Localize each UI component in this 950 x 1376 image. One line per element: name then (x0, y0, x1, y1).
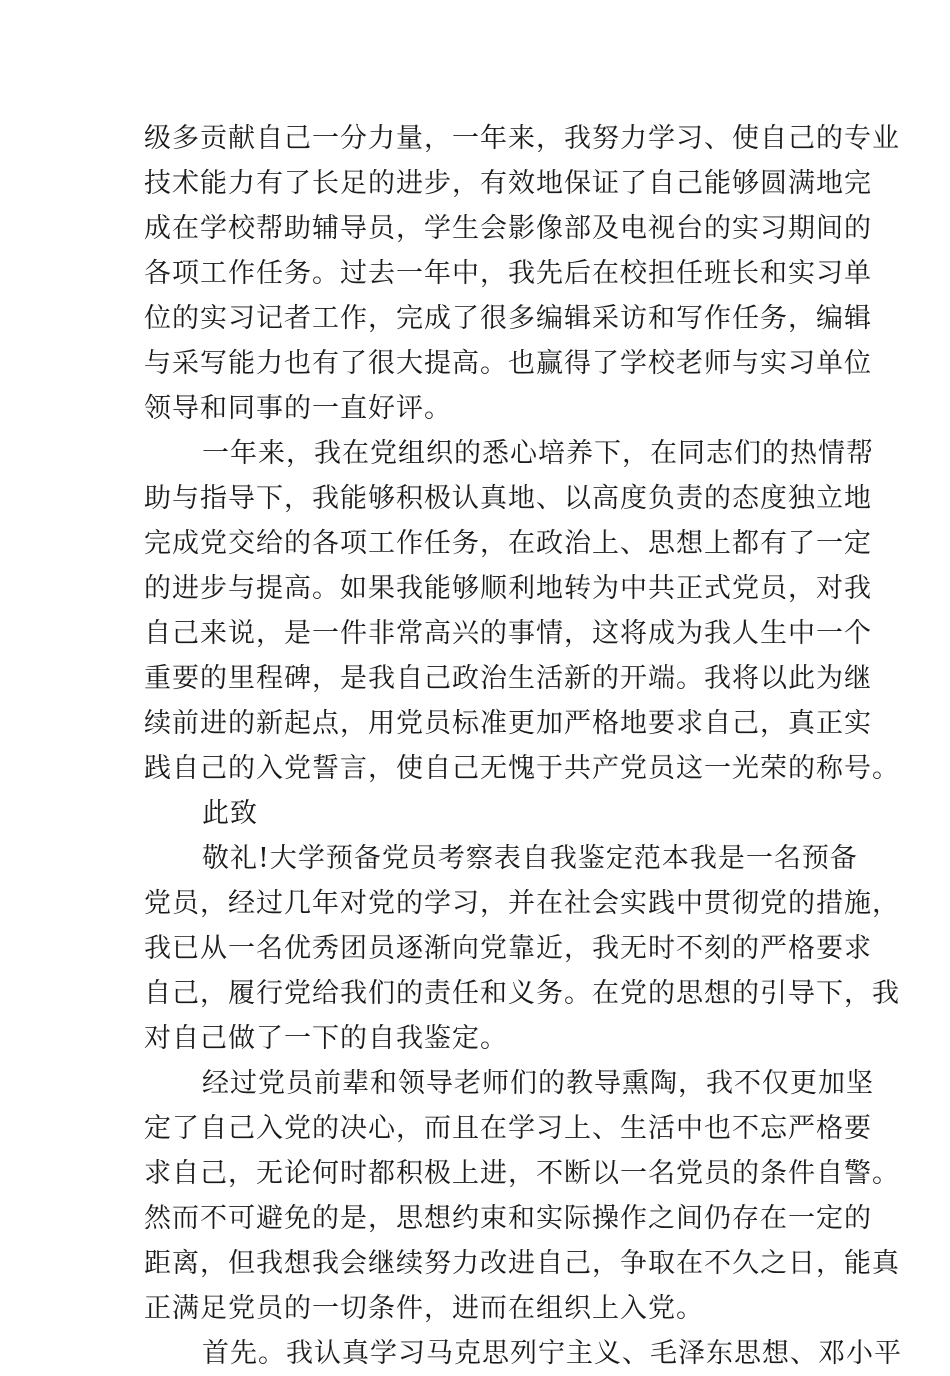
text-line: 技术能力有了长足的进步，有效地保证了自己能够圆满地完 (144, 168, 872, 199)
text-line: 首先。我认真学习马克思列宁主义、毛泽东思想、邓小平 (202, 1338, 902, 1369)
paragraph-1 (144, 116, 900, 431)
text-line: 领导和同事的一直好评。 (144, 393, 452, 424)
salutation-line: 此致 (202, 798, 258, 829)
text-line: 定了自己入党的决心，而且在学习上、生活中也不忘严格要 (144, 1113, 872, 1144)
text-line: 重要的里程碑，是我自己政治生活新的开端。我将以此为继 (144, 663, 872, 694)
text-line: 求自己，无论何时都积极上进，不断以一名党员的条件自警。 (144, 1158, 900, 1189)
text-line: 自己来说，是一件非常高兴的事情，这将成为我人生中一个 (144, 618, 872, 649)
document-body (144, 116, 902, 1376)
paragraph-5 (144, 1331, 902, 1376)
text-line: 助与指导下，我能够积极认真地、以高度负责的态度独立地 (144, 483, 872, 514)
text-line: 践自己的入党誓言，使自己无愧于共产党员这一光荣的称号。 (144, 753, 900, 784)
text-line: 正满足党员的一切条件，进而在组织上入党。 (144, 1293, 704, 1324)
paragraph-3 (144, 836, 900, 1061)
paragraph-4 (144, 1061, 900, 1331)
text-line: 我已从一名优秀团员逐渐向党靠近，我无时不刻的严格要求 (144, 933, 872, 964)
text-line: 一年来，我在党组织的悉心培养下，在同志们的热情帮 (202, 438, 874, 469)
text-line: 经过党员前辈和领导老师们的教导熏陶，我不仅更加坚 (202, 1068, 874, 1099)
text-line: 敬礼!大学预备党员考察表自我鉴定范本我是一名预备 (202, 843, 858, 874)
paragraph-2 (144, 431, 900, 791)
paragraph-salutation (144, 791, 834, 836)
text-line: 距离，但我想我会继续努力改进自己，争取在不久之日，能真 (144, 1248, 900, 1279)
text-line: 党员，经过几年对党的学习，并在社会实践中贯彻党的措施， (144, 888, 900, 919)
text-line: 各项工作任务。过去一年中，我先后在校担任班长和实习单 (144, 258, 872, 289)
text-line: 然而不可避免的是，思想约束和实际操作之间仍存在一定的 (144, 1203, 872, 1234)
text-line: 位的实习记者工作，完成了很多编辑采访和写作任务，编辑 (144, 303, 872, 334)
text-line: 与采写能力也有了很大提高。也赢得了学校老师与实习单位 (144, 348, 872, 379)
text-line: 自己，履行党给我们的责任和义务。在党的思想的引导下，我 (144, 978, 900, 1009)
text-line: 的进步与提高。如果我能够顺利地转为中共正式党员，对我 (144, 573, 872, 604)
text-line: 续前进的新起点，用党员标准更加严格地要求自己，真正实 (144, 708, 872, 739)
text-line: 成在学校帮助辅导员，学生会影像部及电视台的实习期间的 (144, 213, 872, 244)
text-line: 对自己做了一下的自我鉴定。 (144, 1023, 508, 1054)
text-line: 级多贡献自己一分力量，一年来，我努力学习、使自己的专业 (144, 123, 900, 154)
text-line: 完成党交给的各项工作任务，在政治上、思想上都有了一定 (144, 528, 872, 559)
